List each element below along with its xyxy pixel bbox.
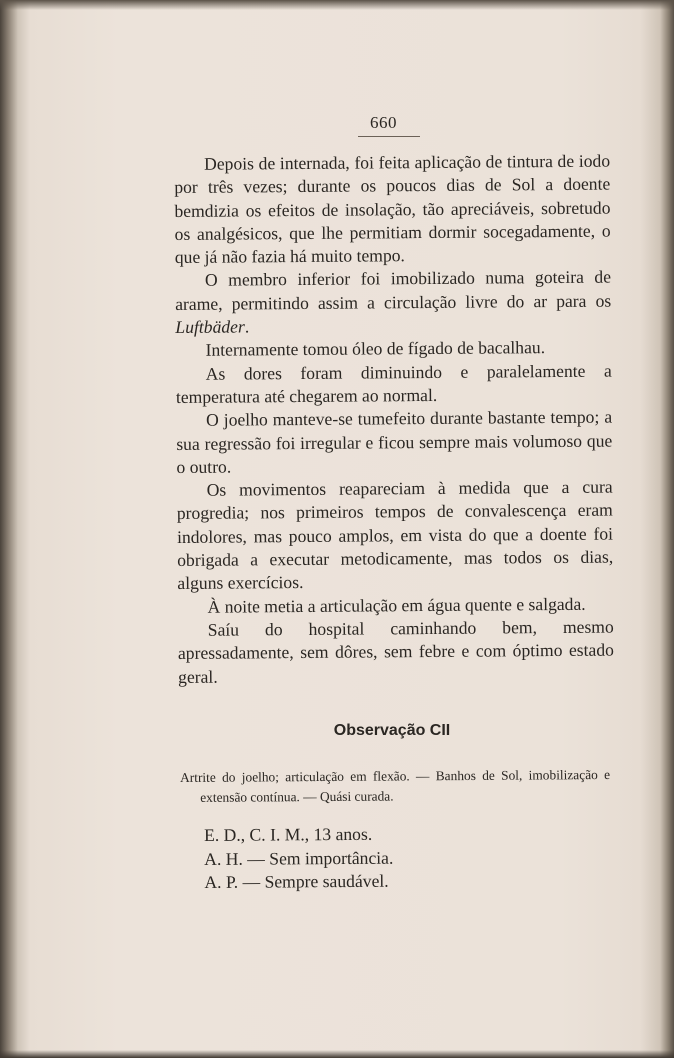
italic-term: Luftbäder [175,316,245,338]
observation-title: Observação CII [333,722,451,739]
paragraph [175,266,612,339]
paragraph: As dores foram diminuindo e paralelamente a temperatura até chegarem ao normal. [175,360,612,407]
page-number: 660 [370,113,397,132]
body-text [174,150,614,689]
patient-line: A. P. — Sempre saudável. [204,870,389,892]
observation-summary [180,765,610,808]
patient-details [204,822,504,895]
page-shadow-bottom [0,1050,674,1058]
paragraph: Internamente tomou óleo de fígado de bacalhau. [205,337,546,361]
paragraph: O joelho manteve-se tumefeito durante bastante tempo; a sua regressão foi irregular e ficou sempre mais volumoso que o outro. [176,406,613,477]
paragraph: À noite metia a articulação em água quente e salgada. [207,593,586,617]
summary-text: Artrite do joelho; articulação em flexão. — Banhos de Sol, imobilização e extensão contínua. — Quási curada. [180,766,611,805]
italic-term-suffix: . [244,316,250,337]
paragraph: Depois de internada, foi feita aplicação de tintura de iodo por três vezes; durante os poucos dias de Sol a doente bemdizia os efeitos de insolação, tão apreciáveis, sobretudo os analgésicos, que lhe permitiam dormir socegadamente, o que já não fazia há muito tempo. [174,150,611,268]
paragraph: Os movimentos reapareciam à medida que a cura progredia; nos primeiros tempos de convalescença eram indolores, mas pouco amplos, em vista do que a doente foi obrigada a executar metodicamente, mas todos os dias, alguns exercícios. [176,476,614,594]
page-shadow-top [0,0,674,10]
patient-line: E. D., C. I. M., 13 anos. [204,823,373,845]
patient-line: A. H. — Sem importância. [204,847,394,869]
page-number-rule [358,136,420,137]
paragraph: Saíu do hospital caminhando bem, mesmo apressadamente, sem dôres, sem febre e com óptimo estado geral. [177,616,614,687]
paragraph-text: O membro inferior foi imobilizado numa goteira de arame, permitindo assim a circulação livre do ar para os [175,267,612,314]
